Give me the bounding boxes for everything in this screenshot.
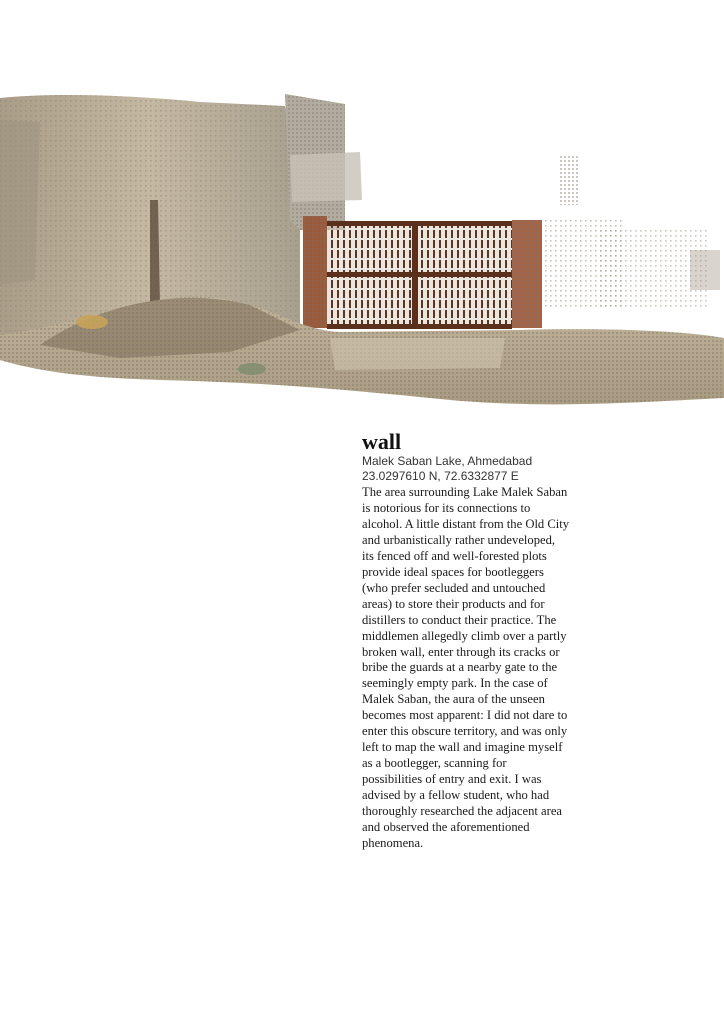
body-line: areas) to store their products and for — [362, 596, 545, 611]
body-line: as a bootlegger, scanning for — [362, 756, 507, 771]
location-line: Malek Saban Lake, Ahmedabad — [362, 454, 533, 468]
body-line: possibilities of entry and exit. I was — [362, 772, 542, 787]
body-line: left to map the wall and imagine myself — [362, 740, 563, 755]
coordinates-line: 23.0297610 N, 72.6332877 E — [362, 469, 519, 483]
body-line: The area surrounding Lake Malek Saban — [362, 485, 568, 499]
body-line: (who prefer secluded and untouched — [362, 580, 546, 595]
body-line: broken wall, enter through its cracks or — [362, 644, 560, 659]
body-line: provide ideal spaces for bootleggers — [362, 564, 544, 579]
body-line: middlemen allegedly climb over a partly — [362, 628, 567, 643]
body-line: advised by a fellow student, who had — [362, 788, 550, 803]
rusted-gate — [327, 221, 512, 329]
body-line: and observed the aforementioned — [362, 820, 530, 835]
body-line: bribe the guards at a nearby gate to the — [362, 660, 558, 675]
body-line: Malek Saban, the aura of the unseen — [362, 692, 545, 707]
article-text-block — [362, 430, 617, 852]
body-line: alcohol. A little distant from the Old City — [362, 516, 570, 531]
body-line: enter this obscure territory, and was only — [362, 724, 568, 739]
body-line: its fenced off and well-forested plots — [362, 548, 547, 563]
body-line: becomes most apparent: I did not dare to — [362, 708, 568, 723]
body-line: is notorious for its connections to — [362, 500, 531, 515]
body-line: thoroughly researched the adjacent area — [362, 804, 562, 819]
article-title: wall — [362, 429, 402, 454]
body-line: phenomena. — [362, 835, 424, 850]
body-line: and urbanistically rather undeveloped, — [362, 532, 556, 547]
point-cloud-scan-image — [0, 80, 724, 420]
article-body — [362, 485, 617, 852]
wall-segment-middle — [285, 94, 362, 230]
body-line: distillers to conduct their practice. The — [362, 612, 557, 627]
body-line: seemingly empty park. In the case of — [362, 676, 548, 691]
sparse-points-right — [545, 155, 720, 310]
